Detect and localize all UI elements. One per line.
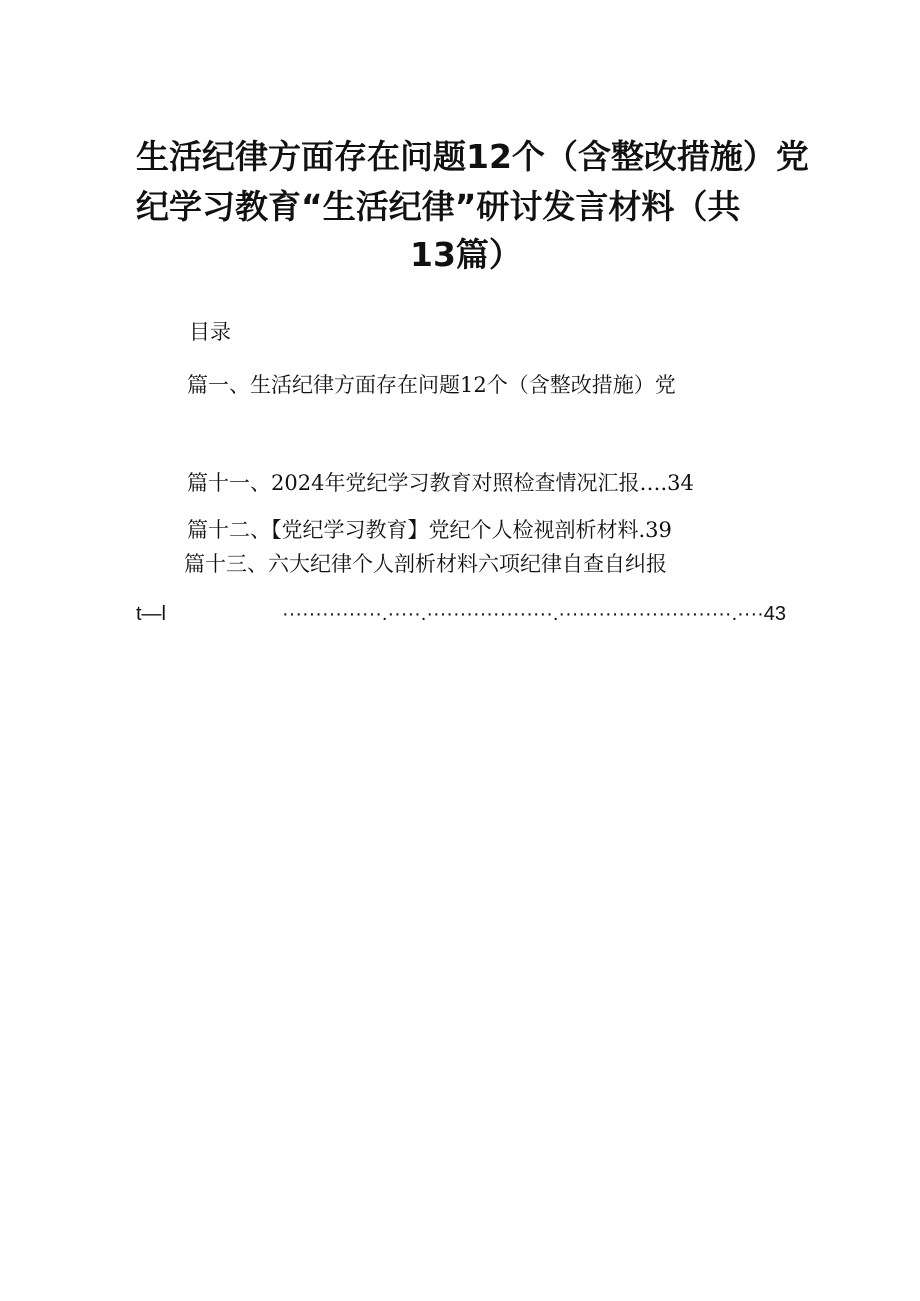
- document-title-line-1: 生活纪律方面存在问题12个（含整改措施）党: [136, 137, 809, 176]
- toc-entry: 篇十一、2024年党纪学习教育对照检查情况汇报….34: [187, 471, 694, 495]
- toc-leader-page-number: ···············.·····.···················.··························.····43: [282, 603, 787, 625]
- toc-entry: 篇十三、六大纪律个人剖析材料六项纪律自查自纠报: [184, 552, 667, 576]
- toc-entry: 篇一、生活纪律方面存在问题12个（含整改措施）党: [187, 373, 676, 397]
- document-title-line-3: 13篇）: [410, 235, 522, 274]
- toc-entry: 篇十二、【党纪学习教育】党纪个人检视剖析材料.39: [187, 518, 672, 542]
- toc-heading: 目录: [189, 320, 231, 344]
- document-title-line-2: 纪学习教育“生活纪律”研讨发言材料（共: [136, 187, 741, 226]
- toc-entry-continuation: t—l: [136, 603, 166, 625]
